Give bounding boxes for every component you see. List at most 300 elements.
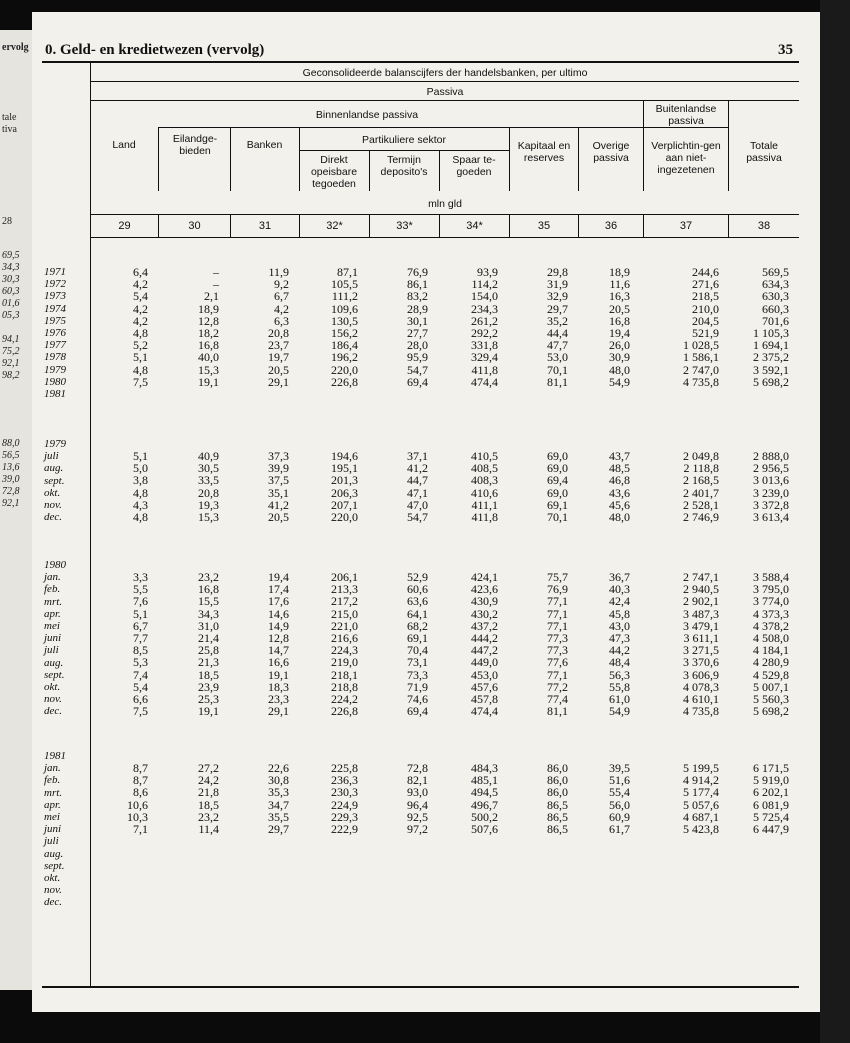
data-column — [432, 762, 498, 835]
table-cell: 6,7 — [133, 618, 148, 633]
table-cell: 16,8 — [198, 338, 219, 353]
col-number: 29 — [118, 220, 131, 232]
table-cell: 3 013,6 — [753, 473, 789, 488]
row-label: aug. — [44, 462, 64, 475]
rule — [90, 237, 799, 238]
data-column — [574, 266, 630, 388]
table-cell: 77,6 — [547, 655, 568, 670]
row-label: juli — [44, 450, 59, 463]
row-labels — [44, 266, 84, 400]
table-cell: 41,2 — [407, 461, 428, 476]
table-cell: 53,0 — [547, 350, 568, 365]
table-cell: 41,2 — [268, 497, 289, 512]
table-cell: 3 795,0 — [753, 582, 789, 597]
table-cell: 3 271,5 — [683, 643, 719, 658]
table-cell: 105,5 — [331, 277, 358, 292]
table-cell: 69,4 — [407, 374, 428, 389]
table-cell: 634,3 — [762, 277, 789, 292]
data-column — [574, 762, 630, 835]
table-cell: 6 447,9 — [753, 821, 789, 836]
table-cell: 114,2 — [471, 277, 498, 292]
row-label: 1975 — [44, 314, 66, 327]
row-label: okt. — [44, 871, 61, 884]
table-cell: 6 202,1 — [753, 785, 789, 800]
table-cell: 7,6 — [133, 594, 148, 609]
row-label: 1981 — [44, 750, 66, 762]
table-cell: 485,1 — [471, 773, 498, 788]
table-cell: 77,3 — [547, 643, 568, 658]
table-cell: 70,1 — [547, 509, 568, 524]
row-label: juni — [44, 823, 62, 836]
table-cell: 44,2 — [609, 643, 630, 658]
margin-text: 88,0 — [2, 438, 20, 449]
table-cell: 70,1 — [547, 362, 568, 377]
table-cell: 20,8 — [268, 325, 289, 340]
table-cell: 72,8 — [407, 761, 428, 775]
table-cell: 225,8 — [331, 761, 358, 775]
table-cell: 55,4 — [609, 785, 630, 800]
table-cell: 77,1 — [547, 618, 568, 633]
table-cell: 48,4 — [609, 655, 630, 670]
margin-text: 56,5 — [2, 450, 20, 461]
table-cell: 1 028,5 — [683, 338, 719, 353]
table-cell: 408,5 — [471, 461, 498, 476]
table-cell: 154,0 — [471, 289, 498, 304]
data-column — [502, 266, 568, 388]
table-cell: 8,7 — [133, 773, 148, 788]
table-cell: 69,0 — [547, 461, 568, 476]
data-column — [292, 266, 358, 388]
table-cell: 92,5 — [407, 809, 428, 824]
row-label: sept. — [44, 668, 65, 681]
table-cell: 77,1 — [547, 594, 568, 609]
row-label: 1979 — [44, 438, 66, 450]
table-cell: 234,3 — [471, 301, 498, 316]
table-cell: 30,8 — [268, 773, 289, 788]
table-cell: 19,1 — [268, 667, 289, 682]
data-column — [719, 266, 789, 388]
table-cell: 77,1 — [547, 667, 568, 682]
table-cell: 224,2 — [331, 691, 358, 706]
table-cell: 30,5 — [198, 461, 219, 476]
table-cell: 15,5 — [198, 594, 219, 609]
col-header-land: Land — [112, 139, 136, 151]
table-cell: 186,4 — [331, 338, 358, 353]
col-number: 33* — [396, 220, 413, 232]
data-column — [719, 450, 789, 523]
table-cell: 29,7 — [547, 301, 568, 316]
table-cell: 54,9 — [609, 374, 630, 389]
table-cell: 18,2 — [198, 325, 219, 340]
table-cell: 408,3 — [471, 473, 498, 488]
table-cell: 14,7 — [268, 643, 289, 658]
table-cell: 195,1 — [331, 461, 358, 476]
row-label: mrt. — [44, 786, 63, 799]
table-cell: 86,0 — [547, 773, 568, 788]
table-cell: 4,8 — [133, 325, 148, 340]
table-cell: 4 280,9 — [753, 655, 789, 670]
table-cell: 61,0 — [609, 691, 630, 706]
data-column — [637, 266, 719, 388]
table-cell: 43,0 — [609, 618, 630, 633]
table-cell: 2,1 — [204, 289, 219, 304]
col-header-kapitaal: Kapitaal en reserves — [517, 140, 571, 164]
table-cell: 11,4 — [198, 821, 219, 836]
table-cell: 73,1 — [407, 655, 428, 670]
table-cell: 218,8 — [331, 679, 358, 694]
table-cell: 4,2 — [133, 301, 148, 316]
table-cell: 226,8 — [331, 374, 358, 389]
col-header-totale: Totale passiva — [746, 140, 782, 164]
table-cell: 496,7 — [471, 797, 498, 812]
margin-text: 75,2 — [2, 346, 20, 357]
row-label: jan. — [44, 762, 61, 775]
rule — [158, 127, 159, 191]
table-cell: 43,7 — [609, 449, 630, 463]
data-column — [502, 571, 568, 717]
table-cell: 32,9 — [547, 289, 568, 304]
rule — [299, 150, 509, 151]
table-cell: 4,8 — [133, 485, 148, 500]
table-cell: 4,8 — [133, 362, 148, 377]
data-column — [88, 450, 148, 523]
table-cell: 69,4 — [407, 704, 428, 719]
col-number: 38 — [757, 220, 771, 232]
particuliere-header: Partikuliere sektor — [361, 134, 447, 146]
table-cell: 48,5 — [609, 461, 630, 476]
table-cell: 29,7 — [268, 821, 289, 836]
table-cell: 5 725,4 — [753, 809, 789, 824]
table-cell: 1 694,1 — [753, 338, 789, 353]
table-cell: 5 560,3 — [753, 691, 789, 706]
table-cell: 95,9 — [407, 350, 428, 365]
row-label: 1971 — [44, 266, 66, 278]
table-cell: 77,3 — [547, 630, 568, 645]
table-cell: 97,2 — [407, 821, 428, 836]
table-cell: 16,3 — [609, 289, 630, 304]
table-cell: 6,7 — [274, 289, 289, 304]
table-cell: 4 378,2 — [753, 618, 789, 633]
col-header-termijn: Termijn deposito's — [380, 154, 428, 178]
data-column — [155, 762, 219, 835]
table-cell: 423,6 — [471, 582, 498, 597]
table-cell: 1 586,1 — [683, 350, 719, 365]
rule — [439, 150, 440, 191]
data-column — [292, 450, 358, 523]
table-cell: 10,3 — [127, 809, 148, 824]
table-cell: 69,4 — [547, 473, 568, 488]
data-column — [229, 762, 289, 835]
data-column — [432, 450, 498, 523]
table-cell: 19,3 — [198, 497, 219, 512]
table-cell: 2 956,5 — [753, 461, 789, 476]
data-column — [229, 450, 289, 523]
table-cell: 201,3 — [331, 473, 358, 488]
page-edge — [820, 0, 850, 1043]
table-cell: 77,1 — [547, 606, 568, 621]
table-cell: 6,3 — [274, 313, 289, 328]
row-label: nov. — [44, 884, 62, 897]
table-cell: 19,1 — [198, 704, 219, 719]
table-cell: 86,5 — [547, 809, 568, 824]
data-column — [432, 571, 498, 717]
rule — [90, 214, 799, 215]
table-cell: 86,1 — [407, 277, 428, 292]
row-label: mei — [44, 619, 60, 632]
table-cell: 111,2 — [331, 289, 358, 304]
table-cell: 331,8 — [471, 338, 498, 353]
row-labels — [44, 559, 84, 717]
table-cell: 207,1 — [331, 497, 358, 512]
row-labels — [44, 750, 84, 908]
table-cell: 17,4 — [268, 582, 289, 597]
table-cell: 36,7 — [609, 570, 630, 584]
table-cell: 453,0 — [471, 667, 498, 682]
table-cell: 5 057,6 — [683, 797, 719, 812]
data-column — [292, 571, 358, 717]
col-header-verplichtingen: Verplichtin-gen aan niet-ingezetenen — [651, 140, 721, 176]
table-cell: 34,7 — [268, 797, 289, 812]
row-label: mrt. — [44, 595, 63, 608]
table-cell: 68,2 — [407, 618, 428, 633]
table-cell: 4,3 — [133, 497, 148, 512]
table-cell: 23,2 — [198, 570, 219, 584]
data-column — [88, 762, 148, 835]
table-cell: 261,2 — [471, 313, 498, 328]
table-cell: 23,3 — [268, 691, 289, 706]
table-cell: 56,0 — [609, 797, 630, 812]
table-cell: 20,5 — [268, 509, 289, 524]
buitenlandse-header: Buitenlandse passiva — [655, 103, 717, 127]
col-number: 30 — [188, 220, 201, 232]
table-cell: 18,5 — [198, 667, 219, 682]
row-label: nov. — [44, 693, 62, 706]
table-cell: 3 613,4 — [753, 509, 789, 524]
table-cell: 3 479,1 — [683, 618, 719, 633]
table-cell: 2 375,2 — [753, 350, 789, 365]
data-column — [155, 571, 219, 717]
table-cell: 12,8 — [268, 630, 289, 645]
table-cell: 29,8 — [547, 265, 568, 279]
table-cell: 77,2 — [547, 679, 568, 694]
table-cell: 71,9 — [407, 679, 428, 694]
col-header-eilandgebieden: Eilandge-bieden — [172, 133, 218, 157]
table-cell: 484,3 — [471, 761, 498, 775]
table-cell: 500,2 — [471, 809, 498, 824]
table-cell: 25,3 — [198, 691, 219, 706]
data-column — [229, 571, 289, 717]
table-cell: 51,6 — [609, 773, 630, 788]
row-label: sept. — [44, 859, 65, 872]
table-cell: 521,9 — [692, 325, 719, 340]
table-cell: 37,3 — [268, 449, 289, 463]
table-cell: 39,5 — [609, 761, 630, 775]
table-cell: 76,9 — [407, 265, 428, 279]
rule — [90, 100, 799, 101]
col-header-spaar: Spaar te-goeden — [452, 154, 496, 178]
table-cell: 457,8 — [471, 691, 498, 706]
data-column — [637, 450, 719, 523]
table-cell: 5 177,4 — [683, 785, 719, 800]
table-cell: 15,3 — [198, 362, 219, 377]
rule — [578, 127, 579, 191]
table-cell: 220,0 — [331, 509, 358, 524]
table-cell: 69,0 — [547, 449, 568, 463]
margin-text: 05,3 — [2, 310, 20, 321]
table-cell: 430,2 — [471, 606, 498, 621]
table-cell: 4 610,1 — [683, 691, 719, 706]
col-number: 36 — [604, 220, 618, 232]
table-cell: 494,5 — [471, 785, 498, 800]
table-cell: 474,4 — [471, 374, 498, 389]
table-cell: 28,0 — [407, 338, 428, 353]
data-column — [574, 571, 630, 717]
table-cell: 6 171,5 — [753, 761, 789, 775]
table-cell: 6,6 — [133, 691, 148, 706]
row-label: nov. — [44, 498, 62, 511]
table-cell: 411,8 — [471, 509, 498, 524]
table-cell: 5,1 — [133, 606, 148, 621]
table-cell: 93,9 — [477, 265, 498, 279]
table-cell: 206,1 — [331, 570, 358, 584]
table-cell: 2 401,7 — [683, 485, 719, 500]
table-cell: 37,1 — [407, 449, 428, 463]
margin-text: 39,0 — [2, 474, 20, 485]
margin-text: 28 — [2, 216, 12, 227]
table-cell: 54,9 — [609, 704, 630, 719]
row-label: 1976 — [44, 326, 66, 339]
table-cell: 130,5 — [331, 313, 358, 328]
table-cell: 52,9 — [407, 570, 428, 584]
table-cell: 21,3 — [198, 655, 219, 670]
table-cell: 219,0 — [331, 655, 358, 670]
table-cell: 31,0 — [198, 618, 219, 633]
table-cell: 224,3 — [331, 643, 358, 658]
table-cell: – — [213, 277, 219, 292]
table-cell: 5,0 — [133, 461, 148, 476]
table-cell: 2 902,1 — [683, 594, 719, 609]
row-label: 1977 — [44, 339, 66, 352]
table-cell: 18,9 — [609, 265, 630, 279]
table-cell: 3 592,1 — [753, 362, 789, 377]
data-column — [362, 571, 428, 717]
table-cell: 6,4 — [133, 265, 148, 279]
table-cell: 86,5 — [547, 821, 568, 836]
table-cell: 213,3 — [331, 582, 358, 597]
table-cell: 25,8 — [198, 643, 219, 658]
table-cell: – — [213, 265, 219, 279]
table-cell: 271,6 — [692, 277, 719, 292]
table-cell: 569,5 — [762, 265, 789, 279]
table-cell: 424,1 — [471, 570, 498, 584]
table-cell: 16,6 — [268, 655, 289, 670]
table-cell: 4,2 — [274, 301, 289, 316]
table-cell: 449,0 — [471, 655, 498, 670]
margin-text: 13,6 — [2, 462, 20, 473]
table-cell: 4 735,8 — [683, 374, 719, 389]
table-cell: 60,6 — [407, 582, 428, 597]
table-cell: 4 914,2 — [683, 773, 719, 788]
table-cell: 12,8 — [198, 313, 219, 328]
table-cell: 27,7 — [407, 325, 428, 340]
data-column — [292, 762, 358, 835]
row-label: 1980 — [44, 375, 66, 388]
data-column — [637, 762, 719, 835]
table-cell: 16,8 — [609, 313, 630, 328]
table-cell: 35,2 — [547, 313, 568, 328]
table-cell: 47,1 — [407, 485, 428, 500]
data-column — [362, 450, 428, 523]
table-cell: 194,6 — [331, 449, 358, 463]
table-cell: 83,2 — [407, 289, 428, 304]
table-cell: 457,6 — [471, 679, 498, 694]
table-cell: 23,2 — [198, 809, 219, 824]
table-cell: 660,3 — [762, 301, 789, 316]
table-cell: 2 168,5 — [683, 473, 719, 488]
table-cell: 44,4 — [547, 325, 568, 340]
table-cell: 20,5 — [609, 301, 630, 316]
table-cell: 77,4 — [547, 691, 568, 706]
table-cell: 216,6 — [331, 630, 358, 645]
table-cell: 5,4 — [133, 289, 148, 304]
row-label: dec. — [44, 705, 63, 718]
data-column — [719, 762, 789, 835]
bottom-rule — [42, 986, 799, 988]
passiva-header: Passiva — [426, 86, 464, 98]
table-cell: 87,1 — [337, 265, 358, 279]
table-cell: 19,1 — [198, 374, 219, 389]
table-cell: 24,2 — [198, 773, 219, 788]
data-column — [719, 571, 789, 717]
table-cell: 2 746,9 — [683, 509, 719, 524]
table-cell: 224,9 — [331, 797, 358, 812]
row-label: 1972 — [44, 278, 66, 291]
table-cell: 215,0 — [331, 606, 358, 621]
table-cell: 5 919,0 — [753, 773, 789, 788]
table-cell: 5,1 — [133, 449, 148, 463]
margin-text: tale — [2, 112, 17, 123]
table-cell: 20,5 — [268, 362, 289, 377]
row-label: 1974 — [44, 302, 66, 315]
row-label: 1973 — [44, 290, 66, 303]
table-cell: 1 105,3 — [753, 325, 789, 340]
table-cell: 14,6 — [268, 606, 289, 621]
table-cell: 4,2 — [133, 277, 148, 292]
table-cell: 18,3 — [268, 679, 289, 694]
table-cell: 15,3 — [198, 509, 219, 524]
table-cell: 3 372,8 — [753, 497, 789, 512]
table-cell: 29,1 — [268, 374, 289, 389]
col-number: 37 — [679, 220, 693, 232]
previous-page-edge — [0, 30, 32, 990]
table-cell: 5 698,2 — [753, 704, 789, 719]
table-cell: 14,9 — [268, 618, 289, 633]
col-header-overige: Overige passiva — [592, 140, 630, 164]
table-cell: 35,1 — [268, 485, 289, 500]
table-cell: 70,4 — [407, 643, 428, 658]
table-cell: 7,5 — [133, 374, 148, 389]
table-cell: 22,6 — [268, 761, 289, 775]
table-cell: 47,7 — [547, 338, 568, 353]
row-label: dec. — [44, 896, 63, 909]
table-cell: 34,3 — [198, 606, 219, 621]
table-cell: 10,6 — [127, 797, 148, 812]
table-cell: 2 747,0 — [683, 362, 719, 377]
table-cell: 81,1 — [547, 704, 568, 719]
table-cell: 2 888,0 — [753, 449, 789, 463]
table-cell: 2 049,8 — [683, 449, 719, 463]
margin-text: 34,3 — [2, 262, 20, 273]
